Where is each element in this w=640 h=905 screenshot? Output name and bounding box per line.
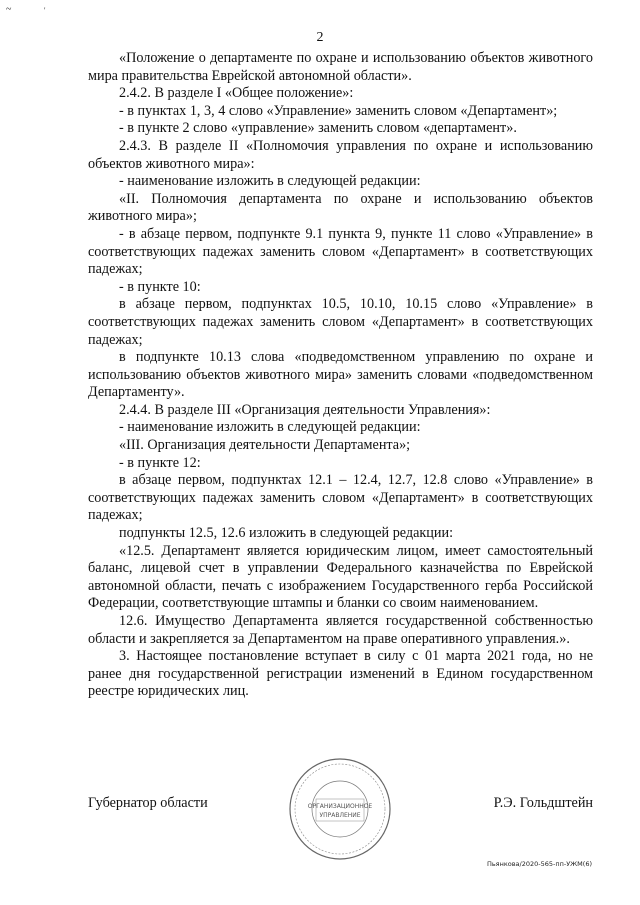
- paragraph: - наименование изложить в следующей редакции:: [119, 419, 421, 436]
- document-footer-reference: Пьянкова/2020-565-пп-УЖМ(6): [486, 860, 592, 868]
- paragraph: 2.4.3. В разделе II «Полномочия управления по охране и использованию объектов животного мира»:: [88, 137, 593, 172]
- signatory-name: Р.Э. Гольдштейн: [493, 795, 593, 811]
- paragraph: «12.5. Департамент является юридическим лицом, имеет самостоятельный баланс, лицевой счет в управлении Федерального казначейства по Еврейской автономной области, печать с изображением Государственного герба Российской Федерации, соответствующие штампы и бланки со своим наименованием.: [88, 542, 593, 612]
- paragraph: - наименование изложить в следующей редакции:: [119, 173, 421, 190]
- document-body: [88, 50, 593, 701]
- paragraph: «III. Организация деятельности Департамента»;: [119, 437, 411, 454]
- paragraph: - в пункте 12:: [119, 454, 201, 471]
- scan-mark-left: ~: [6, 4, 12, 15]
- stamp-center-line2: УПРАВЛЕНИЕ: [319, 812, 361, 819]
- paragraph: 2.4.2. В разделе I «Общее положение»:: [119, 85, 354, 102]
- organizational-department-stamp: [286, 755, 394, 863]
- paragraph: в абзаце первом, подпунктах 12.1 – 12.4, 12.7, 12.8 слово «Управление» в соответствующих падежах заменить словом «Департамент» в соответствующих падежах;: [88, 472, 593, 524]
- scan-mark-tick: ': [44, 6, 46, 15]
- paragraph: - в пункте 10:: [119, 278, 201, 295]
- paragraph: в абзаце первом, подпунктах 10.5, 10.10, 10.15 слово «Управление» в соответствующих падежах заменить словом «Департамент» в соответствующих падежах;: [88, 296, 593, 348]
- paragraph: 3. Настоящее постановление вступает в силу с 01 марта 2021 года, но не ранее дня государственной регистрации изменений в Едином государственном реестре юридических лиц.: [88, 648, 593, 700]
- paragraph: 2.4.4. В разделе III «Организация деятельности Управления»:: [119, 401, 491, 418]
- paragraph: «II. Полномочия департамента по охране и использованию объектов животного мира»;: [88, 190, 593, 225]
- paragraph: подпункты 12.5, 12.6 изложить в следующей редакции:: [119, 525, 454, 542]
- paragraph: в подпункте 10.13 слова «подведомственном управлению по охране и использованию объектов животного мира» заменить словами «подведомственном Департаменту».: [88, 349, 593, 401]
- signatory-role: Губернатор области: [88, 795, 208, 811]
- paragraph: - в абзаце первом, подпункте 9.1 пункта 9, пункте 11 слово «Управление» в соответствующих падежах заменить словом «Департамент» в соответствующих падежах;: [88, 225, 593, 278]
- paragraph: - в пунктах 1, 3, 4 слово «Управление» заменить словом «Департамент»;: [119, 102, 558, 119]
- paragraph: - в пункте 2 слово «управление» заменить словом «департамент».: [119, 120, 517, 137]
- page-number: 2: [316, 30, 324, 45]
- paragraph: «Положение о департаменте по охране и использованию объектов животного мира правительства Еврейской автономной области».: [88, 50, 593, 84]
- paragraph: 12.6. Имущество Департамента является государственной собственностью области и закрепляется за Департаментом на праве оперативного управления.».: [88, 613, 593, 647]
- stamp-center-line1: ОРГАНИЗАЦИОННОЕ: [307, 803, 373, 810]
